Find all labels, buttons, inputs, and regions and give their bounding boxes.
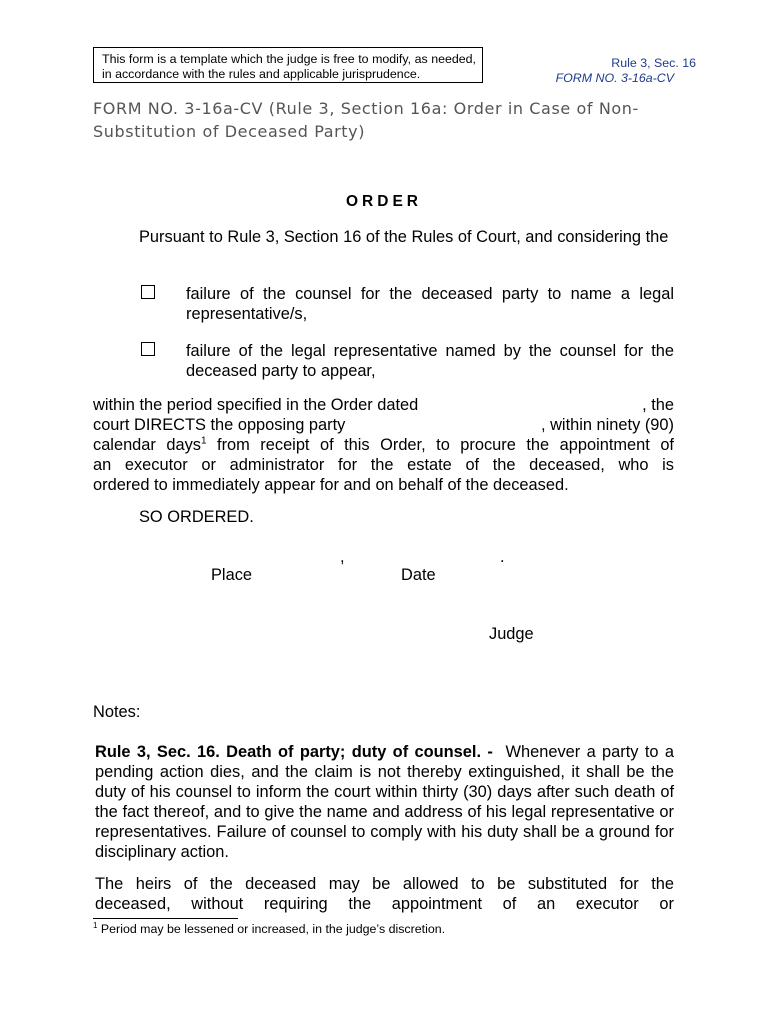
directive-text-3a: calendar days bbox=[93, 436, 201, 454]
directive-line-4: an executor or administrator for the estate of the deceased, who is bbox=[93, 456, 674, 474]
place-date-comma: , bbox=[340, 548, 345, 566]
heirs-line-1: The heirs of the deceased may be allowed to be substituted for the bbox=[95, 875, 674, 893]
directive-line-1 bbox=[93, 395, 674, 415]
heirs-note-paragraph bbox=[95, 874, 674, 914]
option-1-checkbox[interactable] bbox=[141, 285, 155, 299]
date-label: Date bbox=[401, 566, 436, 584]
rule-reference bbox=[556, 56, 696, 85]
footnote-text: Period may be lessened or increased, in the judge’s discretion. bbox=[100, 922, 446, 936]
notes-label: Notes: bbox=[93, 703, 141, 721]
rule-note-paragraph bbox=[95, 742, 674, 862]
directive-text-3b: from receipt of this Order, to procure the appointment of bbox=[206, 436, 674, 454]
so-ordered: SO ORDERED. bbox=[139, 508, 254, 526]
footnote-separator bbox=[93, 918, 238, 919]
directive-text-2a: court DIRECTS the opposing party bbox=[93, 416, 346, 434]
disclaimer-text: This form is a template which the judge is free to modify, as needed, in accordance with the rules and applicable jurisprudence. bbox=[102, 52, 476, 81]
option-2-text: failure of the legal representative named by the counsel for the deceased party to appear, bbox=[186, 342, 674, 380]
directive-line-5: ordered to immediately appear for and on behalf of the deceased. bbox=[93, 476, 569, 494]
judge-signature-label: Judge bbox=[489, 625, 534, 643]
directive-line-2 bbox=[93, 415, 674, 435]
directive-line-3 bbox=[93, 435, 674, 455]
date-period: . bbox=[500, 548, 505, 566]
directive-text-2b: , within ninety (90) bbox=[540, 416, 674, 434]
option-2-checkbox[interactable] bbox=[141, 342, 155, 356]
rule-section-ref: Rule 3, Sec. 16 bbox=[611, 56, 696, 70]
rule-note-text: Whenever a party to a pending action dies, and the claim is not thereby extinguished, it shall be the duty of his counsel to inform the court within thirty (30) days after such death of the fact thereof, and to give the name and address of his legal representative or representatives. Failure of counsel to comply with his duty shall be a ground for disciplinary action. bbox=[95, 743, 674, 861]
order-heading: ORDER bbox=[346, 193, 422, 210]
directive-text-1a: within the period specified in the Order dated bbox=[93, 396, 419, 414]
form-title: FORM NO. 3-16a-CV (Rule 3, Section 16a: Order in Case of Non-Substitution of Deceased Party) bbox=[93, 99, 639, 141]
form-number-ref: FORM NO. 3-16a-CV bbox=[555, 70, 674, 85]
option-1-text: failure of the counsel for the deceased party to name a legal representative/s, bbox=[186, 285, 674, 323]
place-label: Place bbox=[211, 566, 253, 584]
footnote-mark: 1 bbox=[93, 920, 98, 930]
directive-text-1b: , the bbox=[642, 396, 674, 414]
directive-paragraph bbox=[93, 395, 674, 495]
heirs-line-2: deceased, without requiring the appointment of an executor or bbox=[95, 895, 674, 913]
footnote bbox=[93, 922, 445, 936]
template-disclaimer-box bbox=[93, 47, 483, 83]
rule-note-heading: Rule 3, Sec. 16. Death of party; duty of counsel. - bbox=[95, 743, 493, 761]
intro-paragraph: Pursuant to Rule 3, Section 16 of the Rules of Court, and considering the bbox=[139, 228, 669, 246]
footnote-reference: 1 bbox=[200, 435, 207, 447]
